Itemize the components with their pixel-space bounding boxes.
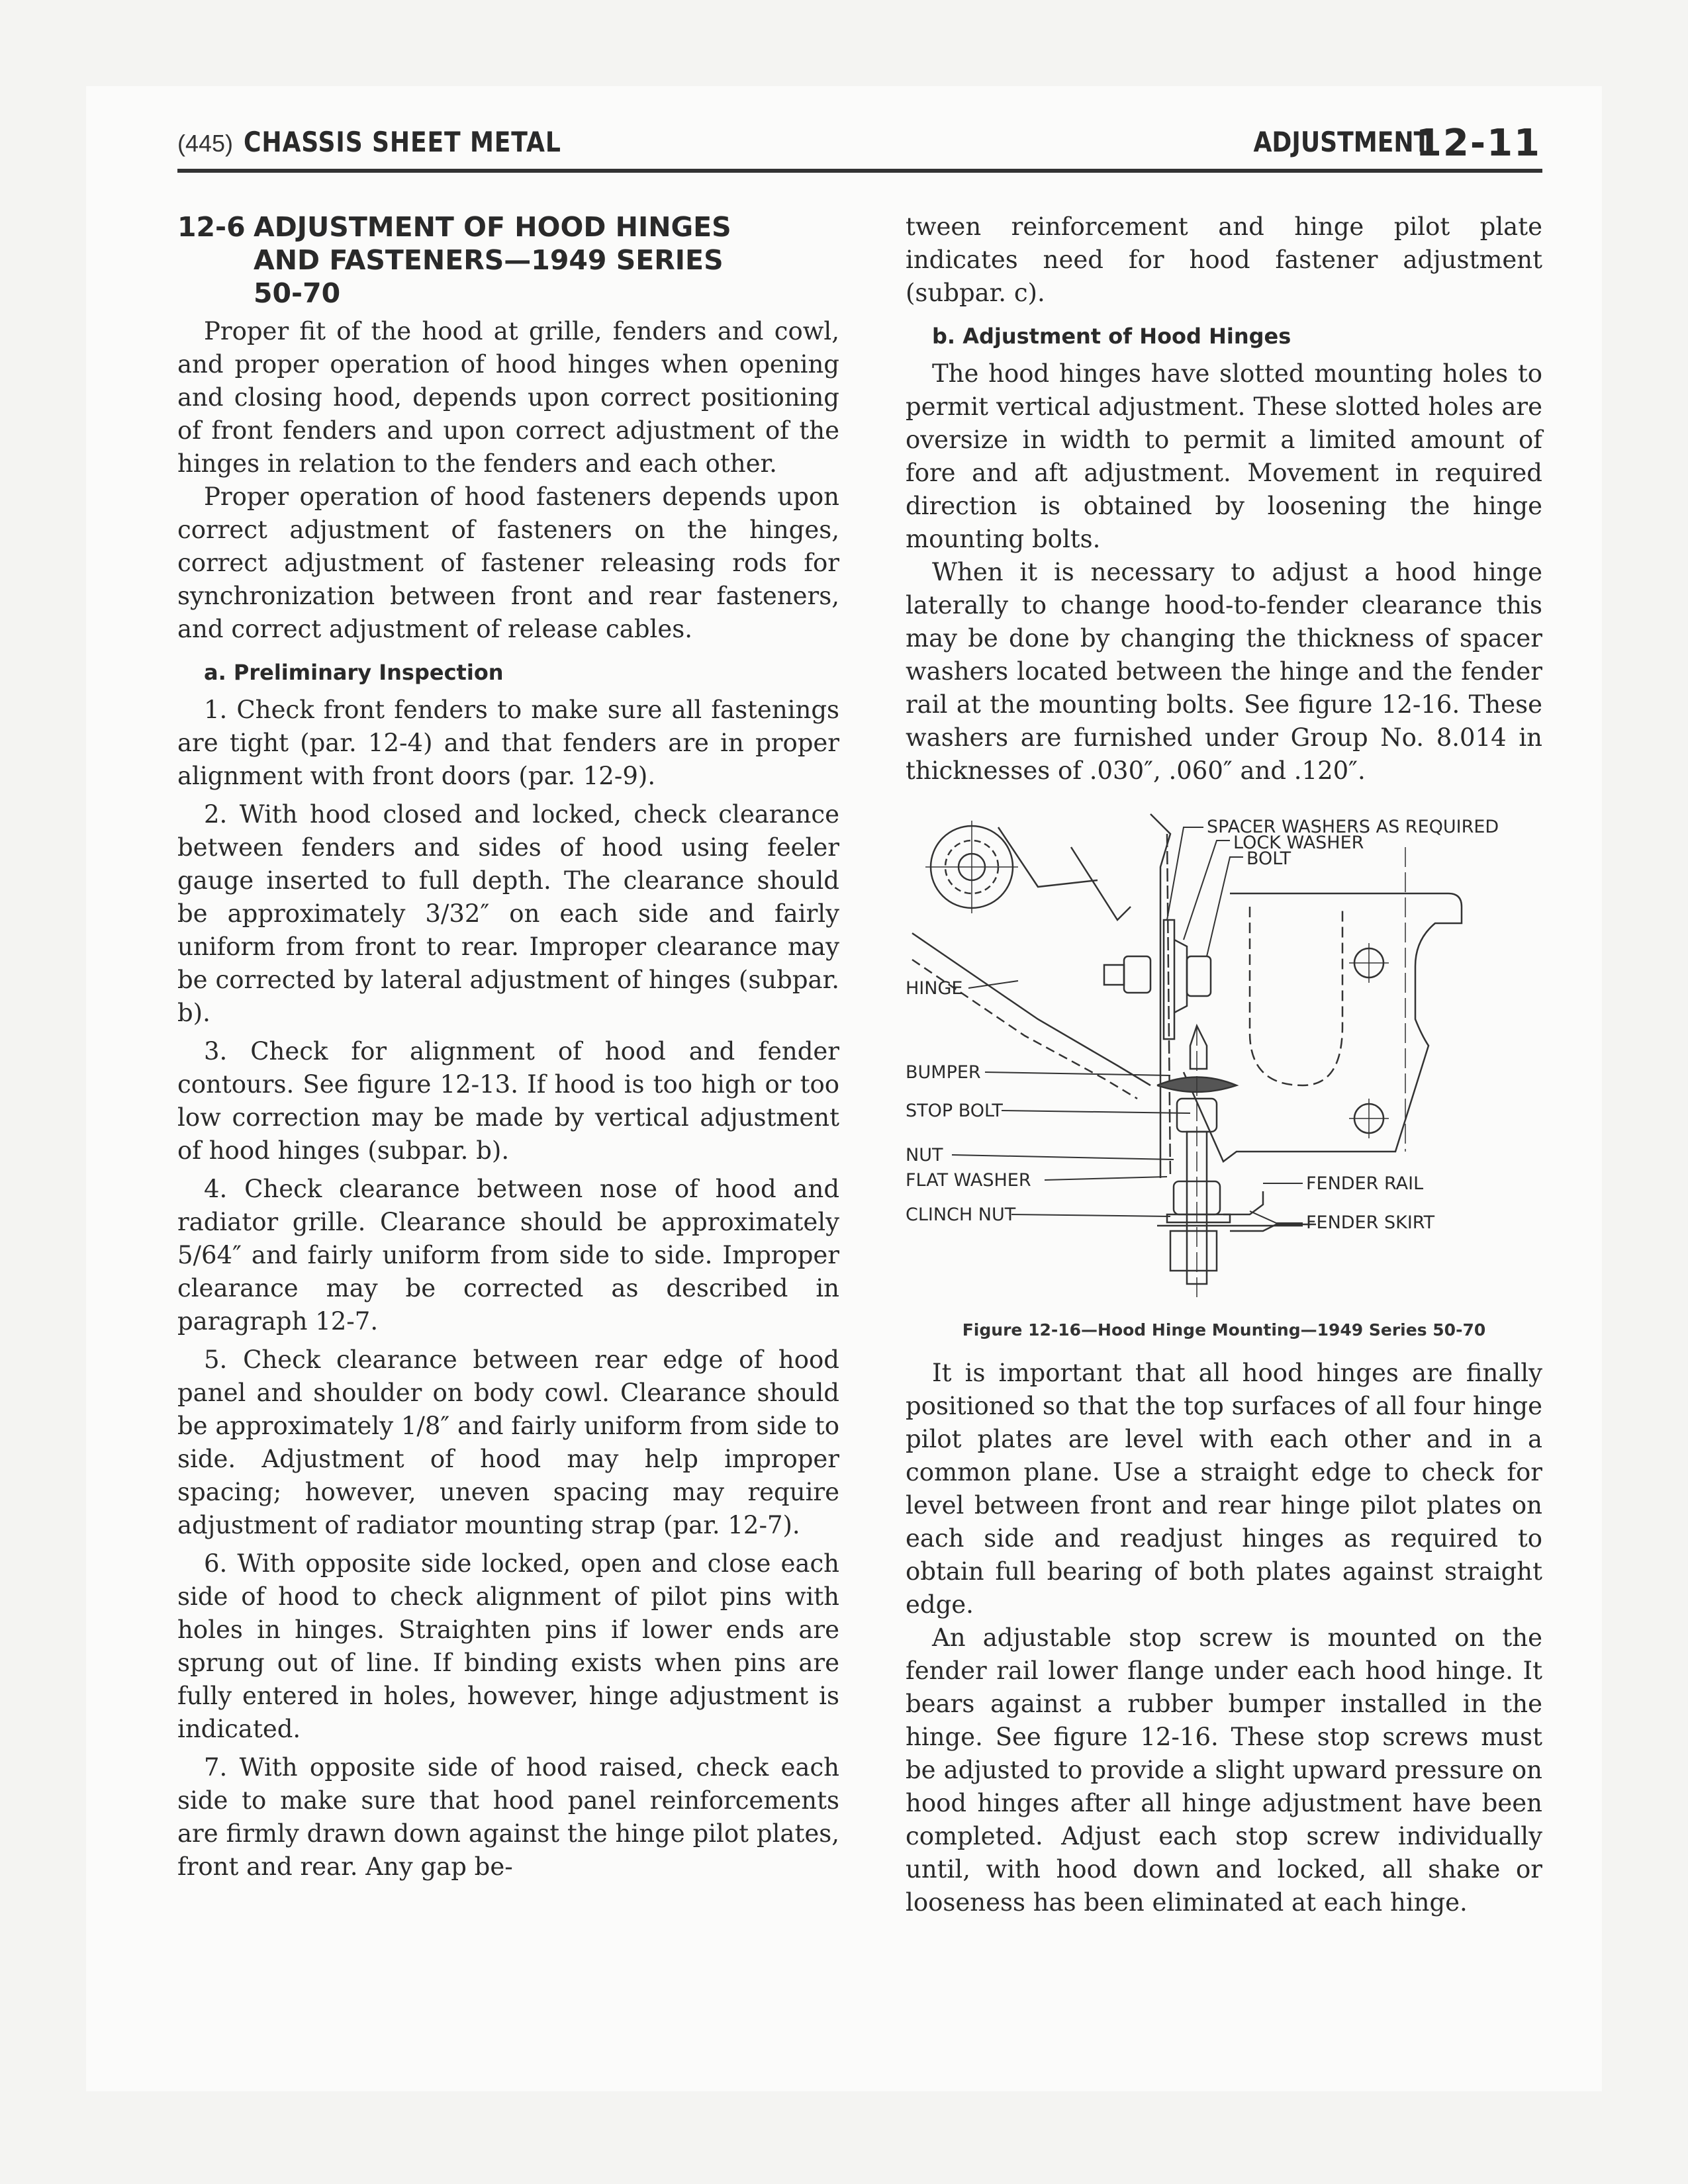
step-5: 5. Check clearance between rear edge of hood panel and shoulder on body cowl. Clearance should be approximately 1/8″ and fairly uniform from side to side. Adjustment of hood may help improper spacing; however, uneven spacing may require adjustment of radiator mounting strap (par. 12-7). bbox=[177, 1345, 839, 1539]
right-column bbox=[906, 210, 1542, 1919]
step-2: 2. With hood closed and locked, check clearance between fenders and sides of hood using feeler gauge inserted to full depth. The clearance should be approximately 3/32″ on each side and fairly uniform from front to rear. Improper clearance may be corrected by lateral adjustment of hinges (subpar. b). bbox=[177, 800, 839, 1027]
label-lock-washer: LOCK WASHER bbox=[1233, 833, 1364, 853]
hinge-arm bbox=[912, 827, 1150, 1099]
label-bumper: BUMPER bbox=[906, 1062, 981, 1083]
step-7: 7. With opposite side of hood raised, check each side to make sure that hood panel reinforcements are firmly drawn down against the hinge pilot plates, front and rear. Any gap be- bbox=[177, 1753, 839, 1881]
figure-hood-hinge-mounting bbox=[906, 807, 1542, 1310]
subheading-adjustment-of-hood-hinges: b. Adjustment of Hood Hinges bbox=[932, 324, 1291, 349]
subheading-preliminary-inspection: a. Preliminary Inspection bbox=[204, 660, 504, 685]
header-rule bbox=[177, 169, 1542, 173]
intro-paragraph-1: Proper fit of the hood at grille, fenders and cowl, and proper operation of hood hinges when opening and closing hood, depends upon correct positioning of front fenders and upon correct adjustment of the hinges in relation to the fenders and each other. bbox=[177, 317, 839, 478]
section-title: ADJUSTMENT OF HOOD HINGES AND FASTENERS—1949 SERIES 50-70 bbox=[254, 211, 731, 309]
paragraph-b3: It is important that all hood hinges are finally positioned so that the top surfaces of all four hinge pilot plates are level with each other and in a common plane. Use a straight edge to check for level between front and rear hinge pilot plates on each side and readjust hinges as required to obtain full bearing of both plates against straight edge. bbox=[906, 1359, 1542, 1619]
paragraph-b4: An adjustable stop screw is mounted on the fender rail lower flange under each hood hinge. It bears against a rubber bumper installed in the hinge. See figure 12-16. These stop screws must be adjusted to provide a slight upward pressure on hood hinges after all hinge adjustment have been completed. Adjust each stop screw individually until, with hood down and locked, all shake or looseness has been eliminated at each hinge. bbox=[906, 1623, 1542, 1917]
page-number: (445) bbox=[177, 130, 234, 157]
section-heading bbox=[177, 210, 839, 310]
label-bolt: BOLT bbox=[1246, 848, 1291, 869]
figure-caption: Figure 12-16—Hood Hinge Mounting—1949 Series 50-70 bbox=[962, 1320, 1486, 1340]
left-column bbox=[177, 210, 839, 1884]
chapter-title: CHASSIS SHEET METAL bbox=[244, 126, 561, 158]
hinge-diagram bbox=[906, 807, 1542, 1310]
section-number: 12-6 bbox=[177, 211, 246, 243]
section-label: ADJUSTMENT bbox=[1253, 126, 1430, 158]
label-hinge: HINGE bbox=[906, 978, 963, 999]
label-flat-washer: FLAT WASHER bbox=[906, 1170, 1031, 1191]
intro-paragraph-2: Proper operation of hood fasteners depends upon correct adjustment of fasteners on the hinges, correct adjustment of fastener releasing rods for synchronization between front and rear fasteners, and correct adjustment of release cables. bbox=[177, 482, 839, 643]
page-header bbox=[177, 122, 1541, 165]
bolt-assembly bbox=[1104, 940, 1211, 1013]
label-clinch-nut: CLINCH NUT bbox=[906, 1205, 1016, 1225]
step-6: 6. With opposite side locked, open and close each side of hood to check alignment of pilot pins with holes in hinges. Straighten pins if lower ends are sprung out of line. If binding exists when pins are fully entered in holes, however, hinge adjustment is indicated. bbox=[177, 1549, 839, 1743]
hinge-pivot bbox=[925, 821, 1018, 913]
stop-bolt-assembly bbox=[1157, 1026, 1316, 1297]
page-code: 12-11 bbox=[1415, 122, 1541, 165]
continuation-paragraph: tween reinforcement and hinge pilot plate indicates need for hood fastener adjustment (subpar. c). bbox=[906, 212, 1542, 307]
fender-rail-vertical bbox=[1150, 814, 1174, 1178]
paragraph-b2: When it is necessary to adjust a hood hinge laterally to change hood-to-fender clearance this may be done by changing the thickness of spacer washers located between the hinge and the fender rail at the mounting bolts. See figure 12-16. These washers are furnished under Group No. 8.014 in thicknesses of .030″, .060″ and .120″. bbox=[906, 558, 1542, 785]
step-1: 1. Check front fenders to make sure all fastenings are tight (par. 12-4) and that fenders are in proper alignment with front doors (par. 12-9). bbox=[177, 696, 839, 790]
label-nut: NUT bbox=[906, 1145, 943, 1165]
label-fender-skirt: FENDER SKIRT bbox=[1306, 1212, 1435, 1233]
label-fender-rail: FENDER RAIL bbox=[1306, 1173, 1424, 1194]
paragraph-b1: The hood hinges have slotted mounting holes to permit vertical adjustment. These slotted holes are oversize in width to permit a limited amount of fore and aft adjustment. Movement in required direction is obtained by loosening the hinge mounting bolts. bbox=[906, 359, 1542, 553]
step-3: 3. Check for alignment of hood and fender contours. See figure 12-13. If hood is too high or too low correction may be made by vertical adjustment of hood hinges (subpar. b). bbox=[177, 1037, 839, 1165]
mounting-bracket bbox=[1184, 847, 1462, 1161]
label-stop-bolt: STOP BOLT bbox=[906, 1101, 1003, 1121]
step-4: 4. Check clearance between nose of hood and radiator grille. Clearance should be approximately 5/64″ and fairly uniform from side to side. Improper clearance may be corrected as described in paragraph 12-7. bbox=[177, 1175, 839, 1336]
label-spacer-washers: SPACER WASHERS AS REQUIRED bbox=[1207, 817, 1499, 837]
